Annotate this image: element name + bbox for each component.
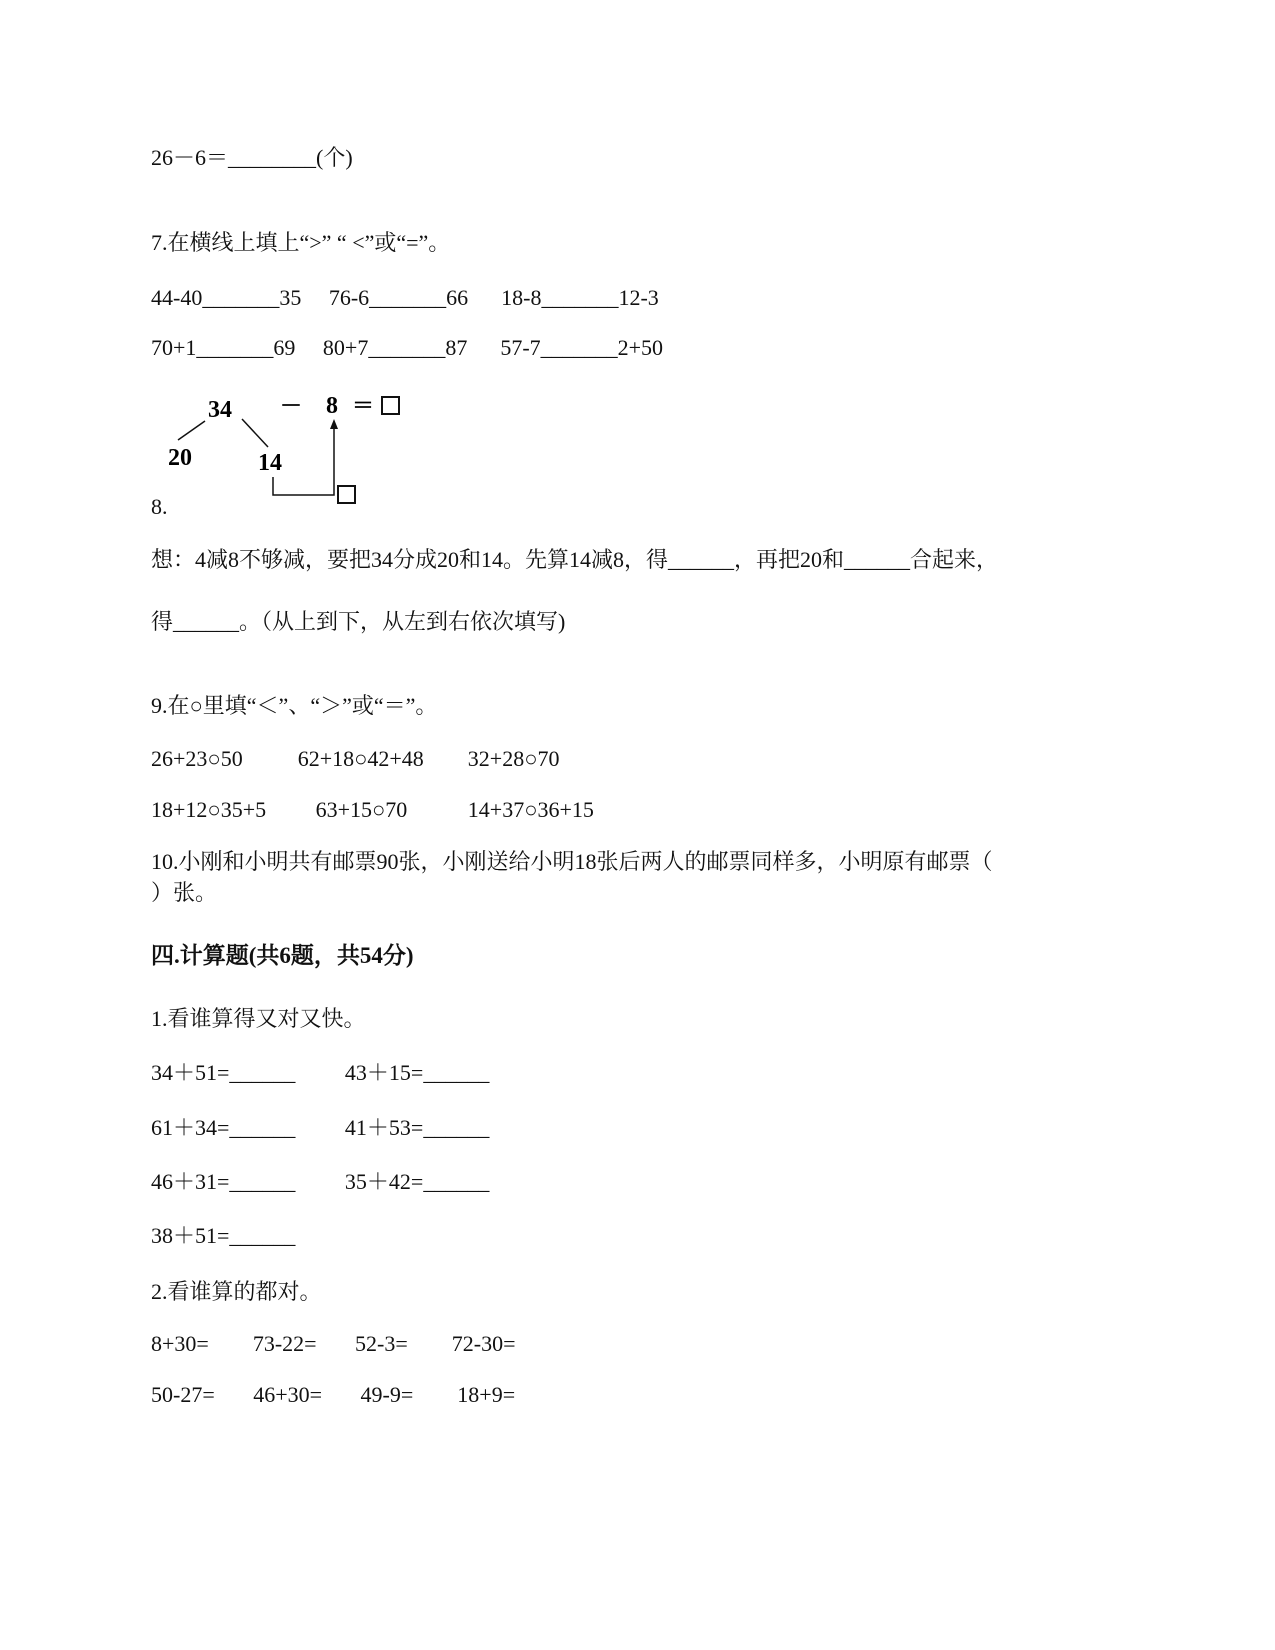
calc-1-row: 46＋31=______ 35＋42=______ <box>151 1169 490 1194</box>
question-9-row-1: 26+23○50 62+18○42+48 32+28○70 <box>151 746 560 771</box>
diagram-right-part: 14 <box>258 450 282 476</box>
diagram-equals-sign: ＝ <box>352 395 375 418</box>
question-8-number: 8. <box>151 494 168 519</box>
calc-1-row: 34＋51=______ 43＋15=______ <box>151 1060 490 1085</box>
question-8-text-1: 想：4减8不够减，要把34分成20和14。先算14减8，得______，再把20和______合起来， <box>151 547 999 572</box>
decomposition-diagram <box>160 395 460 535</box>
diagram-arrow-head <box>330 419 338 429</box>
calc-1-row: 61＋34=______ 41＋53=______ <box>151 1115 490 1140</box>
question-7-prompt: 7.在横线上填上“>” “ <”或“=”。 <box>151 230 451 255</box>
question-8-text-2: 得______。（从上到下，从左到右依次填写) <box>151 609 566 634</box>
question-9-row-2: 18+12○35+5 63+15○70 14+37○36+15 <box>151 797 594 822</box>
question-9-prompt: 9.在○里填“＜”、“＞”或“＝”。 <box>151 693 438 718</box>
calc-2-row: 50-27= 46+30= 49-9= 18+9= <box>151 1382 516 1407</box>
calc-1-prompt: 1.看谁算得又对又快。 <box>151 1006 366 1031</box>
diagram-connector <box>273 427 334 495</box>
question-7-row-1: 44-40_______35 76-6_______66 18-8_______12-3 <box>151 285 659 310</box>
question-10-line-1: 10.小刚和小明共有邮票90张，小刚送给小明18张后两人的邮票同样多，小明原有邮票（ <box>151 849 993 874</box>
diagram-branch-right <box>242 419 268 447</box>
section-4-heading: 四.计算题(共6题，共54分) <box>151 943 414 968</box>
diagram-minus-sign: － <box>280 395 303 418</box>
diagram-answer-box-bottom <box>338 486 355 503</box>
diagram-answer-box-top <box>382 397 399 414</box>
diagram-left-part: 20 <box>168 445 192 471</box>
diagram-branch-left <box>178 421 205 440</box>
diagram-subtrahend: 8 <box>326 395 338 419</box>
diagram-top-number: 34 <box>208 397 232 423</box>
equation-26-minus-6: 26－6＝________(个) <box>151 145 353 170</box>
calc-1-row: 38＋51=______ <box>151 1223 296 1248</box>
question-7-row-2: 70+1_______69 80+7_______87 57-7_______2+50 <box>151 335 664 360</box>
calc-2-prompt: 2.看谁算的都对。 <box>151 1279 322 1304</box>
calc-2-row: 8+30= 73-22= 52-3= 72-30= <box>151 1331 516 1356</box>
question-10-line-2: ）张。 <box>151 880 218 905</box>
